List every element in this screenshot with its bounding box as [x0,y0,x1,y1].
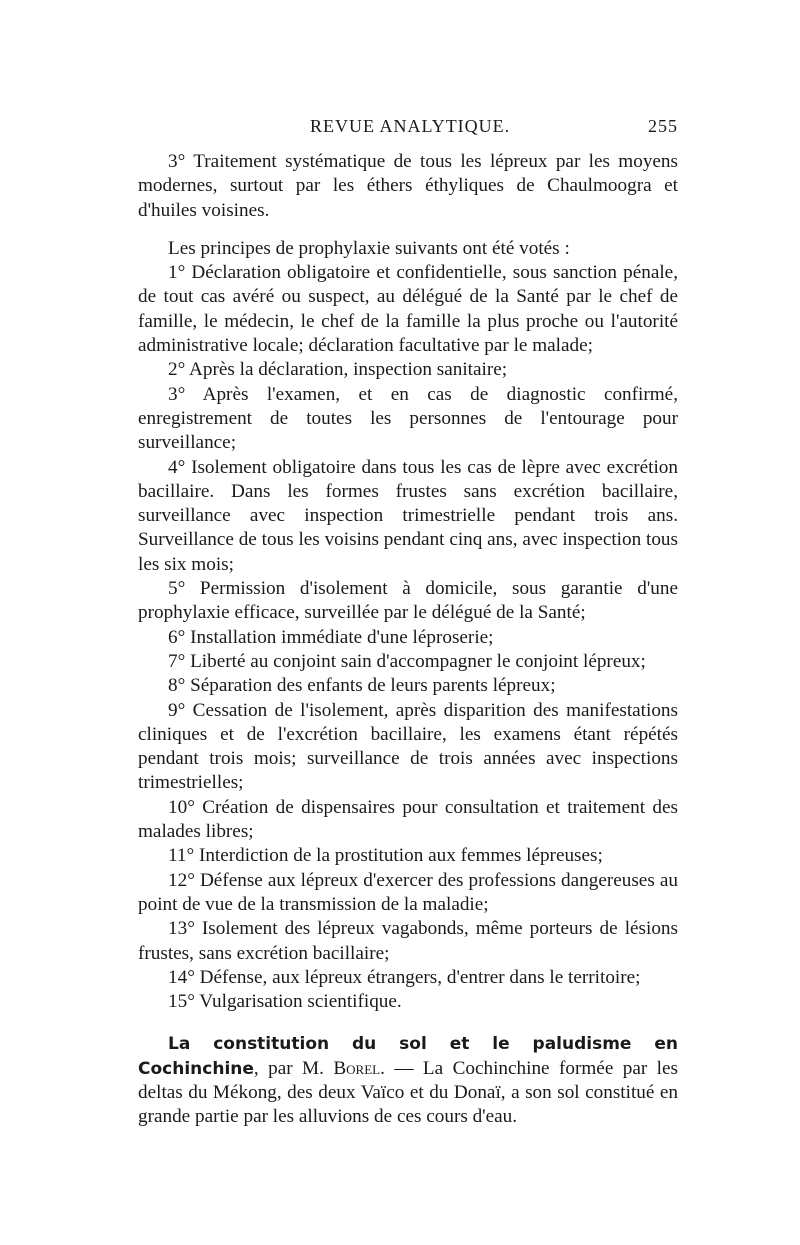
list-item-9: 9° Cessation de l'isolement, après disparition des manifestations cliniques et de l'excrétion bacillaire, les examens étant répétés pendant trois mois; surveillance de trois années avec inspections trimestrielles; [138,699,678,794]
article-by: , par M. [253,1057,334,1079]
running-title: REVUE ANALYTIQUE. [310,116,511,136]
list-item-7: 7° Liberté au conjoint sain d'accompagner le conjoint lépreux; [168,650,646,672]
list-item-6: 6° Installation immédiate d'une léproserie; [168,626,494,648]
article-author: Borel [333,1057,381,1079]
article-text: . — La Cochinchine formée par les deltas du Mékong, des deux Vaïco et du Donaï, a son sol constitué en grande partie par les alluvions de ces cours d'eau. [138,1057,678,1128]
list-item-11: 11° Interdiction de la prostitution aux femmes lépreuses; [168,845,603,867]
list-item-10: 10° Création de dispensaires pour consultation et traitement des malades libres; [138,796,678,843]
page-header [138,112,678,142]
page-body [138,150,678,1130]
paragraph-intro: Les principes de prophylaxie suivants ont été votés : [168,237,570,259]
list-item-2: 2° Après la déclaration, inspection sanitaire; [168,359,508,381]
list-item-14: 14° Défense, aux lépreux étrangers, d'entrer dans le territoire; [168,966,641,988]
article-title: La constitution du sol et le paludisme en Cochinchine [138,1034,678,1079]
page-number: 255 [648,116,678,136]
list-item-8: 8° Séparation des enfants de leurs parents lépreux; [168,675,556,697]
list-item-4: 4° Isolement obligatoire dans tous les cas de lèpre avec excrétion bacillaire. Dans les formes frustes sans excrétion bacillaire, surveillance avec inspection trimestrielle pendant trois ans. Surveillance de tous les voisins pendant cinq ans, avec inspection tous les six mois; [138,456,678,575]
paragraph-treatment: 3° Traitement systématique de tous les lépreux par les moyens modernes, surtout par les éthers éthyliques de Chaulmoogra et d'huiles voisines. [138,151,678,221]
list-item-13: 13° Isolement des lépreux vagabonds, même porteurs de lésions frustes, sans excrétion bacillaire; [138,918,678,964]
list-item-1: 1° Déclaration obligatoire et confidentielle, sous sanction pénale, de tout cas avéré ou suspect, au délégué de la Santé par le chef de famille, le médecin, le chef de la famille la plus proche ou l'autorité administrative locale; déclaration facultative par le malade; [138,262,678,357]
list-item-3: 3° Après l'examen, et en cas de diagnostic confirmé, enregistrement de toutes les personnes de l'entourage pour surveillance; [138,383,678,454]
list-item-12: 12° Défense aux lépreux d'exercer des professions dangereuses au point de vue de la transmission de la maladie; [138,869,678,915]
list-item-15: 15° Vulgarisation scientifique. [168,991,402,1013]
article-paragraph [138,1032,678,1129]
list-item-5: 5° Permission d'isolement à domicile, sous garantie d'une prophylaxie efficace, surveillée par le délégué de la Santé; [138,578,678,624]
